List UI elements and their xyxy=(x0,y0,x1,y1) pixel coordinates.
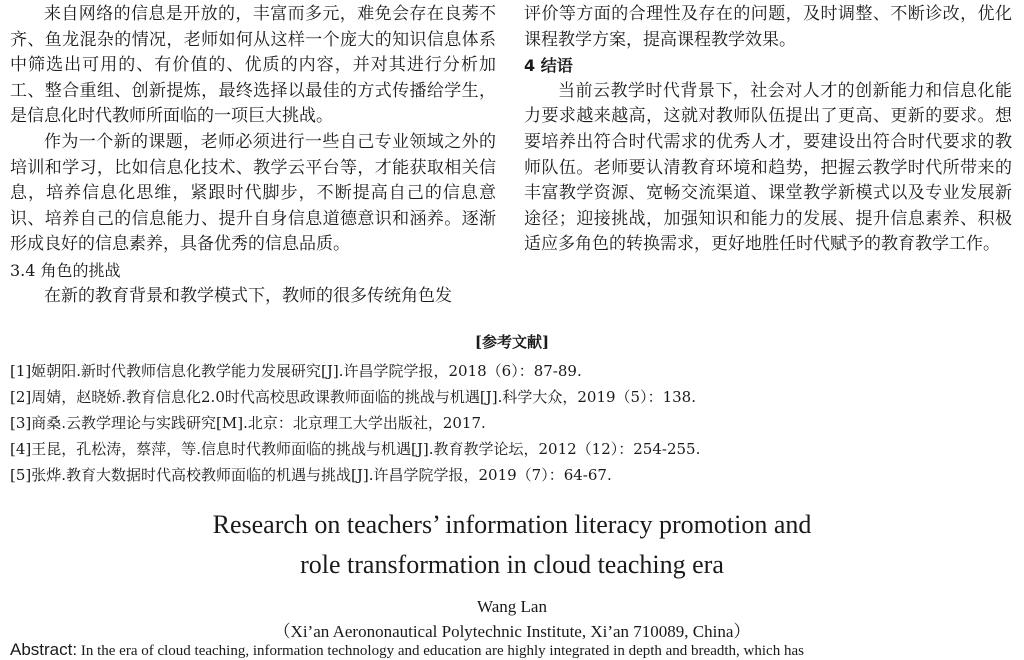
reference-item: [1]姬朝阳.新时代教师信息化教学能力发展研究[J].许昌学院学报，2018（6）：87-89. xyxy=(10,362,582,380)
section-heading: 3.4 角色的挑战 xyxy=(10,260,121,280)
references-section xyxy=(10,330,1014,488)
body-paragraph: 当前云教学时代背景下，社会对人才的创新能力和信息化能力要求越来越高，这就对教师队伍提出了更高、更新的要求。想要培养出符合时代需求的优秀人才，要建设出符合时代要求的教师队伍。老师要认清教育环境和趋势，把握云教学时代所带来的丰富教学资源、宽畅交流渠道、课堂教学新模式以及专业发展新途径；迎接挑战，加强知识和能力的发展、提升信息素养、积极适应多角色的转换需求，更好地胜任时代赋予的教育教学工作。 xyxy=(524,80,1012,255)
section-heading: 4 结语 xyxy=(524,56,573,76)
english-title-line: role transformation in cloud teaching era xyxy=(300,550,724,579)
references-title: [参考文献] xyxy=(474,333,550,351)
reference-item: [4]王昆，孔松涛，蔡萍，等.信息时代教师面临的挑战与机遇[J].教育教学论坛，2012（12）：254-255. xyxy=(10,440,701,458)
author-affiliation: （Xi’an Aerononautical Polytechnic Institute, Xi’an 710089, China） xyxy=(273,622,751,641)
abstract-label: Abstract: xyxy=(10,640,78,659)
left-column xyxy=(10,2,496,309)
right-column xyxy=(524,2,1012,258)
body-paragraph: 作为一个新的课题，老师必须进行一些自己专业领域之外的培训和学习，比如信息化技术、教学云平台等，才能获取相关信息，培养信息化思维，紧跟时代脚步，不断提高自己的信息意识、培养自己的信息能力、提升自身信息道德意识和涵养。逐渐形成良好的信息素养，具备优秀的信息品质。 xyxy=(10,131,496,255)
abstract-text: In the era of cloud teaching, information technology and education are highly integrated in depth and breadth, which has xyxy=(77,643,804,659)
body-paragraph: 评价等方面的合理性及存在的问题，及时调整、不断诊改，优化课程教学方案，提高课程教学效果。 xyxy=(524,4,1012,50)
references-list xyxy=(10,358,1014,488)
english-title-block xyxy=(0,505,1024,645)
abstract xyxy=(10,640,1014,660)
body-paragraph: 来自网络的信息是开放的，丰富而多元，难免会存在良莠不齐、鱼龙混杂的情况，老师如何从这样一个庞大的知识信息体系中筛选出可用的、有价值的、优质的内容，并对其进行分析加工、整合重组、创新提炼，最终选择以最佳的方式传播给学生，是信息化时代教师所面临的一项巨大挑战。 xyxy=(10,4,496,127)
reference-item: [3]商桑.云教学理论与实践研究[M].北京：北京理工大学出版社，2017. xyxy=(10,414,486,432)
reference-item: [5]张烨.教育大数据时代高校教师面临的机遇与挑战[J].许昌学院学报，2019（7）：64-67. xyxy=(10,466,612,484)
body-paragraph: 在新的教育背景和教学模式下，教师的很多传统角色发 xyxy=(44,285,452,306)
author-name: Wang Lan xyxy=(477,597,547,616)
english-title-line: Research on teachers’ information literacy promotion and xyxy=(212,510,812,539)
reference-item: [2]周婧，赵晓娇.教育信息化2.0时代高校思政课教师面临的挑战与机遇[J].科学大众，2019（5）：138. xyxy=(10,388,696,406)
